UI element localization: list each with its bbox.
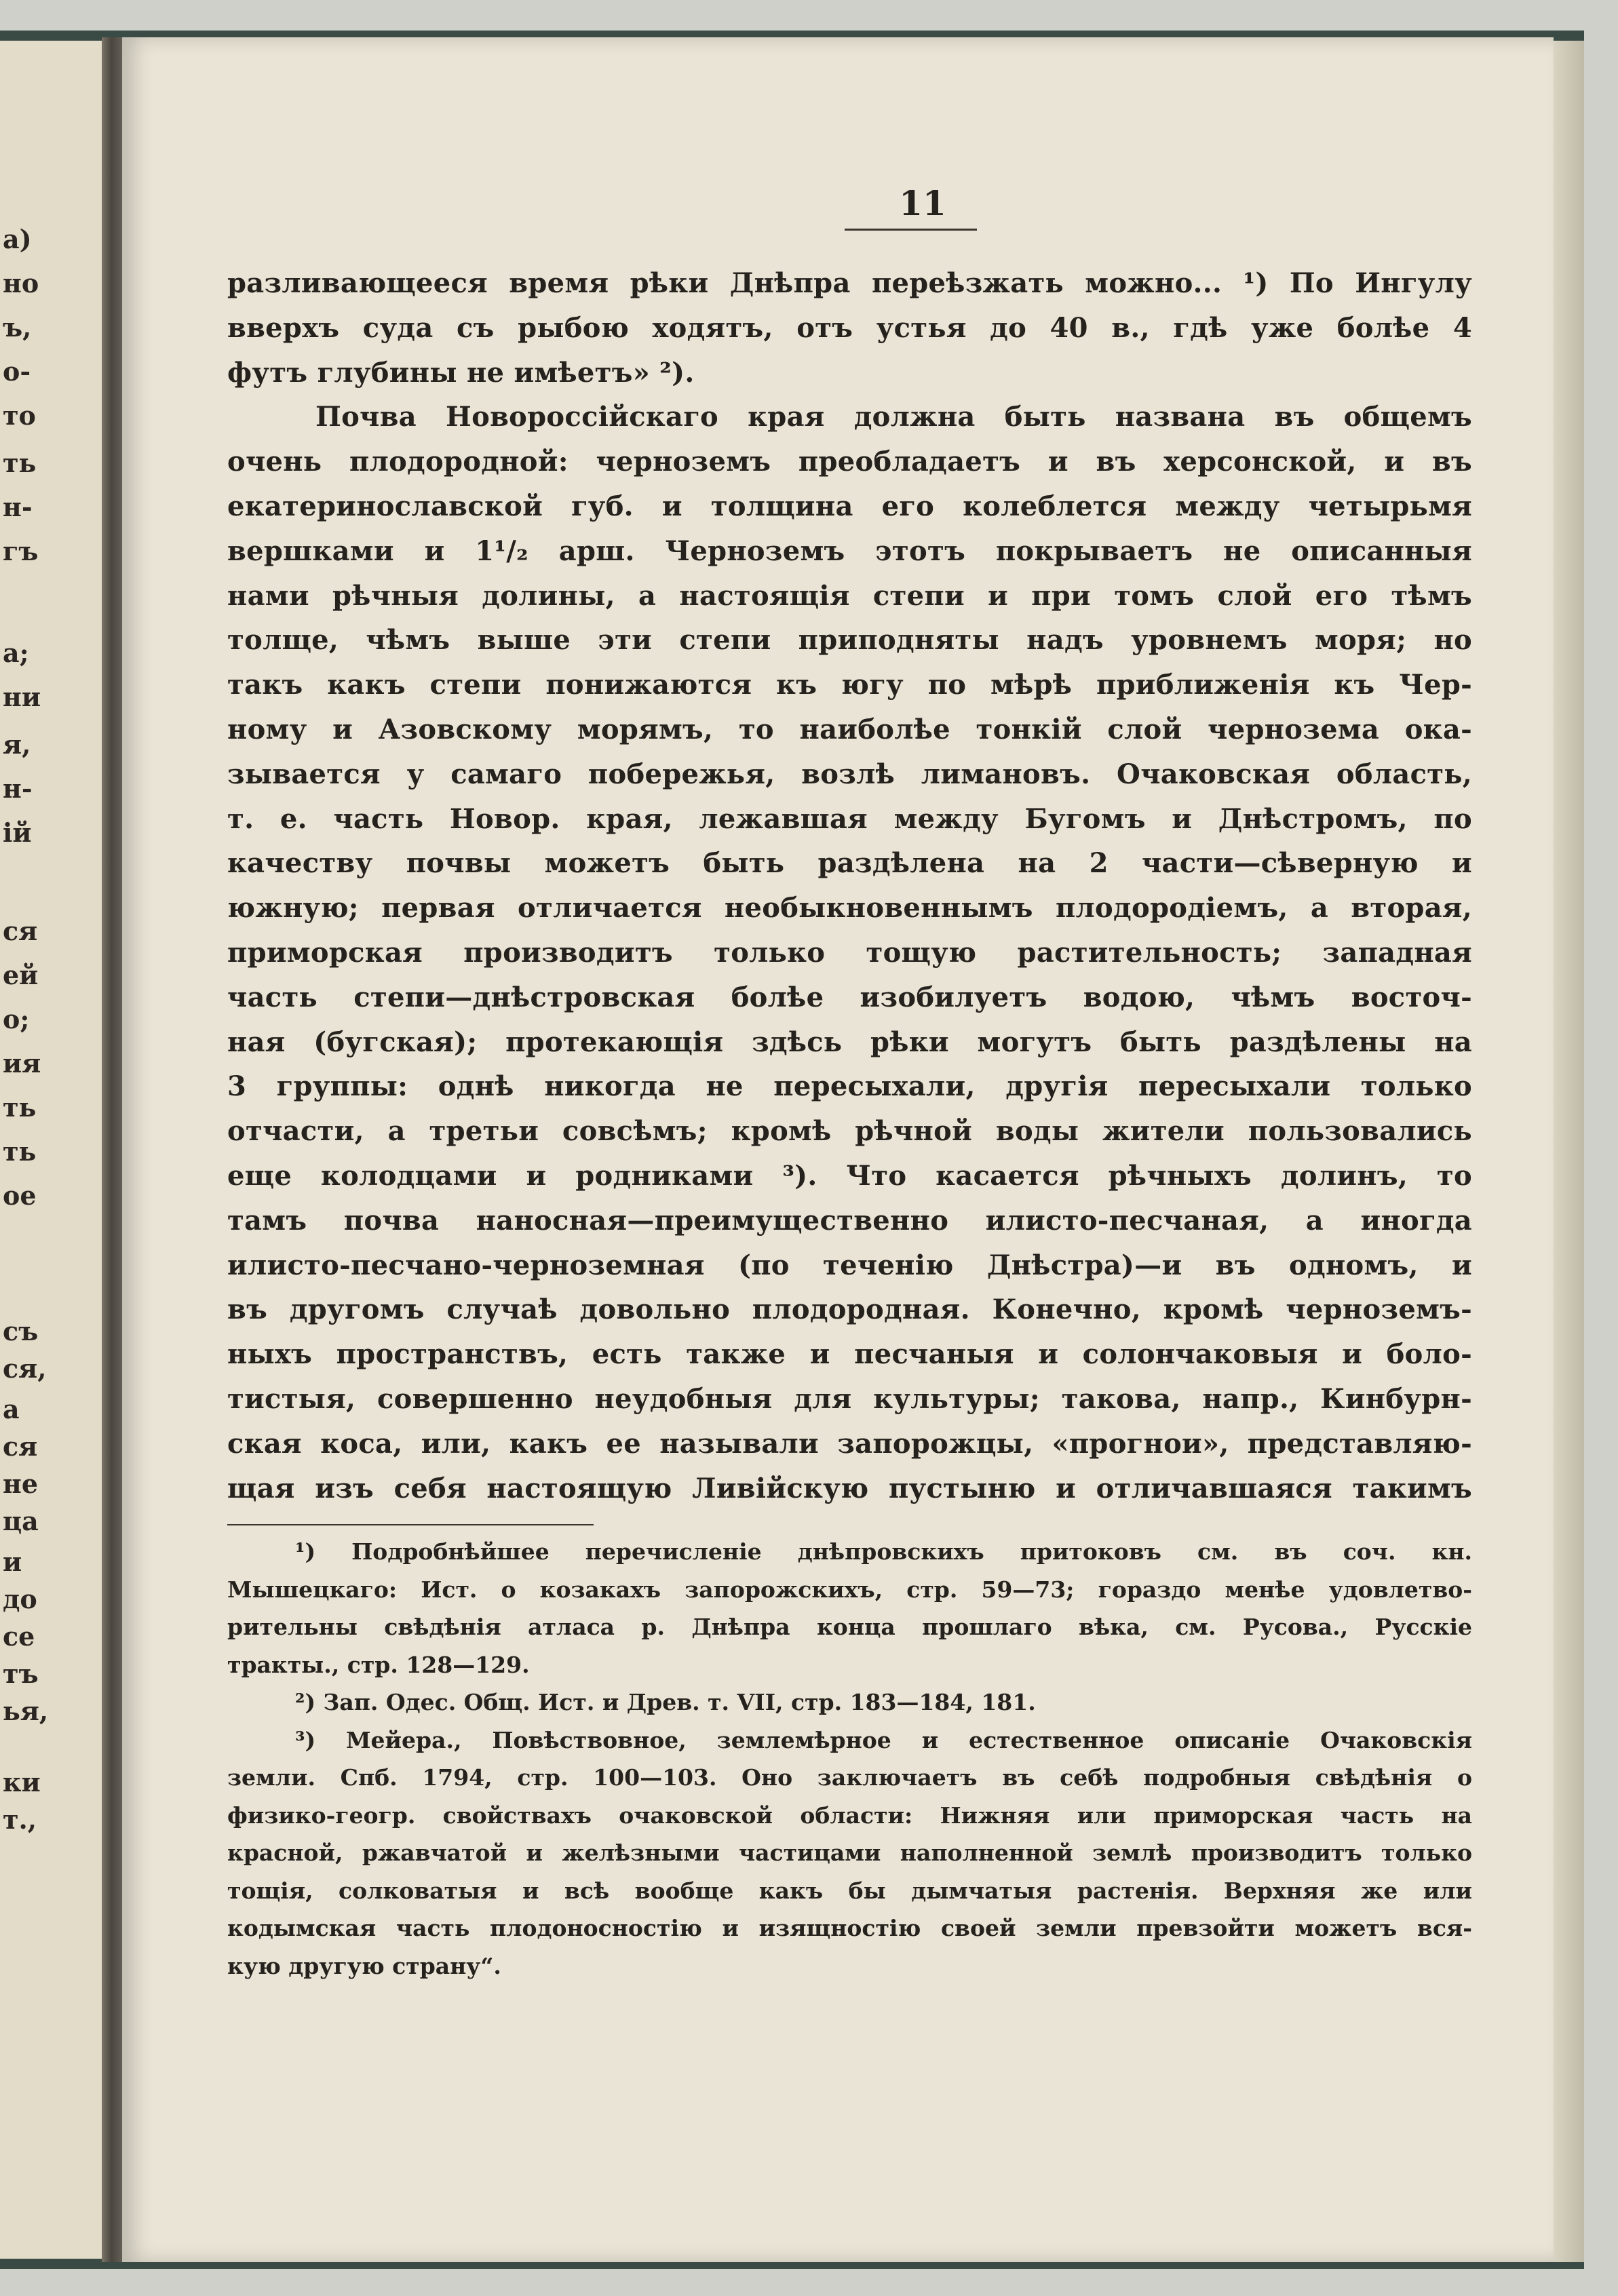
body-line: Почва Новороссійскаго края должна быть названа въ общемъ <box>315 401 1472 433</box>
left-page-fragment: ть <box>3 448 37 478</box>
left-page-fragment: ть <box>3 1092 37 1123</box>
left-page-fragment: ся, <box>3 1353 47 1384</box>
left-page-fragment: о; <box>3 1004 30 1034</box>
body-line: ская коса, или, какъ ее называли запорожцы, «прогнои», представляю- <box>227 1427 1472 1460</box>
footnote-line: физико-геогр. свойствахъ очаковской области: Нижняя или приморская часть на <box>227 1802 1472 1829</box>
body-line: ному и Азовскому морямъ, то наиболѣе тонкій слой чернозема ока- <box>227 713 1472 745</box>
body-line: илисто-песчано-черноземная (по теченію Днѣстра)—и въ одномъ, и <box>227 1249 1472 1281</box>
body-line: ныхъ пространствъ, есть также и песчаныя и солончаковыя и боло- <box>227 1338 1472 1371</box>
footnote-line: кодымская часть плодоносностію и изящностію своей земли превзойти можетъ вся- <box>227 1915 1472 1941</box>
body-line: нами рѣчныя долины, а настоящія степи и при томъ слой его тѣмъ <box>227 579 1472 612</box>
body-line: зывается у самаго побережья, возлѣ лимановъ. Очаковская область, <box>227 758 1472 790</box>
footnote-separator <box>227 1524 594 1525</box>
left-page-fragment: ое <box>3 1180 37 1211</box>
left-page-fragment: ть <box>3 1136 37 1167</box>
left-page-fragment: тъ <box>3 1658 39 1689</box>
page-number-rule <box>845 229 977 231</box>
body-line: въ другомъ случаѣ довольно плодородная. Конечно, кромѣ черноземъ- <box>227 1293 1472 1326</box>
left-page-fragment: ья, <box>3 1696 49 1726</box>
left-page-fragment: ъ, <box>3 312 32 343</box>
footnote-line: земли. Спб. 1794, стр. 100—103. Оно заключаетъ въ себѣ подробныя свѣдѣнія о <box>227 1764 1472 1791</box>
left-page-fragment: а <box>3 1394 20 1424</box>
body-line: ная (бугская); протекающія здѣсь рѣки могутъ быть раздѣлены на <box>227 1026 1472 1058</box>
body-line: такъ какъ степи понижаются къ югу по мѣрѣ приближенія къ Чер- <box>227 669 1472 701</box>
left-page-fragment: но <box>3 268 39 298</box>
footnote-line: красной, ржавчатой и желѣзными частицами наполненной землѣ производитъ только <box>227 1840 1472 1866</box>
body-text <box>227 261 1472 1511</box>
footnote-line: ²) Зап. Одес. Общ. Ист. и Древ. т. VII, стр. 183—184, 181. <box>295 1689 1036 1715</box>
body-line: тистыя, совершенно неудобныя для культуры; такова, напр., Кинбурн- <box>227 1382 1472 1415</box>
left-page-fragment: я, <box>3 729 31 760</box>
body-line: разливающееся время рѣки Днѣпра переѣзжать можно... ¹) По Ингулу <box>227 267 1472 299</box>
left-page-fragment: не <box>3 1468 38 1499</box>
body-line: южную; первая отличается необыкновеннымъ плодородіемъ, а вторая, <box>227 892 1472 925</box>
left-page-fragment: ій <box>3 817 32 848</box>
left-page-fragment: съ <box>3 1316 39 1346</box>
footnotes <box>227 1533 1472 1985</box>
left-page-fragment: а) <box>3 224 32 254</box>
left-facing-page <box>0 41 112 2259</box>
left-page-fragment: ки <box>3 1767 41 1797</box>
left-page-fragment: то <box>3 400 36 431</box>
left-page-fragment: ся <box>3 916 38 946</box>
left-page-fragment: ца <box>3 1506 39 1536</box>
page-number: 11 <box>899 183 946 223</box>
footnote-line: Мышецкаго: Ист. о козакахъ запорожскихъ, стр. 59—73; гораздо менѣе удовлетво- <box>227 1576 1472 1603</box>
left-page-fragment: т., <box>3 1804 37 1835</box>
left-page-fragment: а; <box>3 638 29 668</box>
footnote-line: ¹) Подробнѣйшее перечисленіе днѣпровскихъ притоковъ см. въ соч. кн. <box>295 1538 1472 1565</box>
left-page-fragment: до <box>3 1584 37 1614</box>
left-page-fragment: ей <box>3 960 39 990</box>
body-line: отчасти, а третьи совсѣмъ; кромѣ рѣчной воды жители пользовались <box>227 1115 1472 1148</box>
left-page-fragment: се <box>3 1621 35 1652</box>
left-page-fragment: гъ <box>3 536 39 566</box>
footnote-line: ³) Мейера., Повѣствовное, землемѣрное и естественное описаніе Очаковскія <box>295 1726 1472 1753</box>
body-line: часть степи—днѣстровская болѣе изобилуетъ водою, чѣмъ восточ- <box>227 981 1472 1013</box>
body-line: 3 группы: однѣ никогда не пересыхали, другія пересыхали только <box>227 1070 1472 1103</box>
body-line: вершками и 1¹/₂ арш. Черноземъ этотъ покрываетъ не описанныя <box>227 534 1472 567</box>
body-line: екатеринославской губ. и толщина его колеблется между четырьмя <box>227 490 1472 522</box>
left-page-fragment: о- <box>3 356 31 387</box>
body-line: еще колодцами и родниками ³). Что касается рѣчныхъ долинъ, то <box>227 1159 1472 1192</box>
footnote-line: тощія, солковатыя и всѣ вообще какъ бы дымчатыя растенія. Верхняя же или <box>227 1877 1472 1904</box>
left-page-fragment: и <box>3 1546 22 1577</box>
body-line: щая изъ себя настоящую Ливійскую пустыню и отличавшаяся такимъ <box>227 1472 1472 1504</box>
page-stack-edge <box>1554 41 1584 2262</box>
body-line: футъ глубины не имѣетъ» ²). <box>227 356 695 389</box>
right-page <box>122 37 1554 2262</box>
body-line: очень плодородной: черноземъ преобладаетъ и въ херсонской, и въ <box>227 446 1472 478</box>
body-line: т. е. часть Новор. края, лежавшая между Бугомъ и Днѣстромъ, по <box>227 802 1472 835</box>
body-line: качеству почвы можетъ быть раздѣлена на 2 части—сѣверную и <box>227 847 1472 880</box>
footnote-line: кую другую страну“. <box>227 1952 501 1979</box>
body-line: вверхъ суда съ рыбою ходятъ, отъ устья до 40 в., гдѣ уже болѣе 4 <box>227 311 1472 344</box>
left-page-fragment: ни <box>3 682 41 712</box>
body-line: толще, чѣмъ выше эти степи приподняты надъ уровнемъ моря; но <box>227 624 1472 657</box>
body-line: приморская производитъ только тощую растительность; западная <box>227 936 1472 969</box>
footnote-line: рительны свѣдѣнія атласа р. Днѣпра конца прошлаго вѣка, см. Русова., Русскіе <box>227 1614 1472 1640</box>
left-page-fragment: н- <box>3 773 33 804</box>
left-page-fragment: н- <box>3 492 33 522</box>
body-line: тамъ почва наносная—преимущественно илисто-песчаная, а иногда <box>227 1204 1472 1237</box>
left-page-fragment: ия <box>3 1048 41 1078</box>
left-page-fragment: ся <box>3 1431 38 1462</box>
footnote-line: тракты., стр. 128—129. <box>227 1651 530 1678</box>
